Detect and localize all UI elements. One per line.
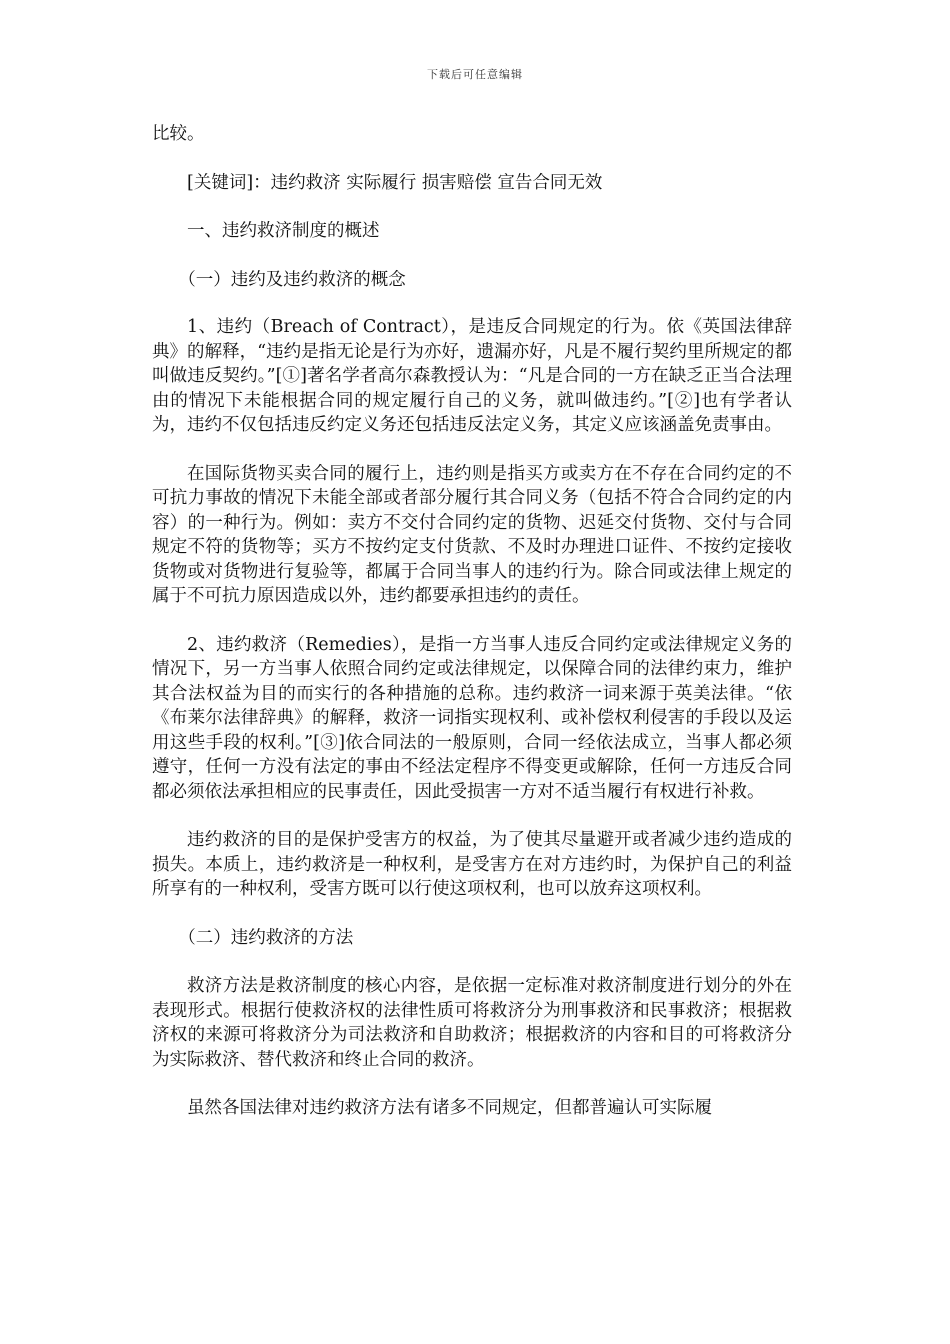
paragraph-remedies-purpose: 违约救济的目的是保护受害方的权益，为了使其尽量避开或者减少违约造成的损失。本质上，违约救济是一种权利，是受害方在对方违约时，为保护自己的利益所享有的一种权利，受害方既可以行使这项权利，也可以放弃这项权利。 (152, 830, 792, 899)
document-body (152, 122, 792, 1121)
paragraph-remedies-definition: 2、违约救济（Remedies），是指一方当事人违反合同约定或法律规定义务的情况下，另一方当事人依照合同约定或法律规定，以保障合同的法律约束力，维护其合法权益为目的而实行的各种措施的总称。违约救济一词来源于英美法律。“依《布莱尔法律辞典》的解释，救济一词指实现权利、或补偿权利侵害的手段以及运用这些手段的权利。”[③]依合同法的一般原则，合同一经依法成立，当事人都必须遵守，任何一方没有法定的事由不经法定程序不得变更或解除，任何一方违反合同都必须依法承担相应的民事责任，因此受损害一方对不适当履行有权进行补救。 (152, 634, 792, 802)
paragraph-remedy-methods: 救济方法是救济制度的核心内容，是依据一定标准对救济制度进行划分的外在表现形式。根据行使救济权的法律性质可将救济分为刑事救济和民事救济；根据救济权的来源可将救济分为司法救济和自助救济；根据救济的内容和目的可将救济分为实际救济、替代救济和终止合同的救济。 (152, 976, 792, 1070)
paragraph-international-sales: 在国际货物买卖合同的履行上，违约则是指买方或卖方在不存在合同约定的不可抗力事故的情况下未能全部或者部分履行其合同义务（包括不符合合同约定的内容）的一种行为。例如：卖方不交付合同约定的货物、迟延交付货物、交付与合同规定不符的货物等；买方不按约定支付货款、不及时办理进口证件、不按约定接收货物或对货物进行复验等，都属于合同当事人的违约行为。除合同或法律上规定的属于不可抗力原因造成以外，违约都要承担违约的责任。 (152, 463, 792, 606)
paragraph-truncated: 虽然各国法律对违约救济方法有诸多不同规定，但都普遍认可实际履 (187, 1098, 712, 1118)
page-header-note: 下载后可任意编辑 (427, 68, 523, 81)
paragraph-continuation: 比较。 (152, 124, 205, 144)
subsection-heading-1: （一）违约及违约救济的概念 (178, 269, 406, 290)
subsection-heading-2: （二）违约救济的方法 (178, 927, 354, 948)
section-heading-1: 一、违约救济制度的概述 (187, 221, 380, 241)
keywords-line: [关键词]：违约救济 实际履行 损害赔偿 宣告合同无效 (187, 172, 603, 193)
paragraph-breach-definition: 1、违约（Breach of Contract），是违反合同规定的行为。依《英国法律辞典》的解释，“违约是指无论是行为亦好，遗漏亦好，凡是不履行契约里所规定的都叫做违反契约。”[①]著名学者高尔森教授认为：“凡是合同的一方在缺乏正当合法理由的情况下未能根据合同的规定履行自己的义务，就叫做违约。”[②]也有学者认为，违约不仅包括违反约定义务还包括违反法定义务，其定义应该涵盖免责事由。 (152, 317, 792, 435)
